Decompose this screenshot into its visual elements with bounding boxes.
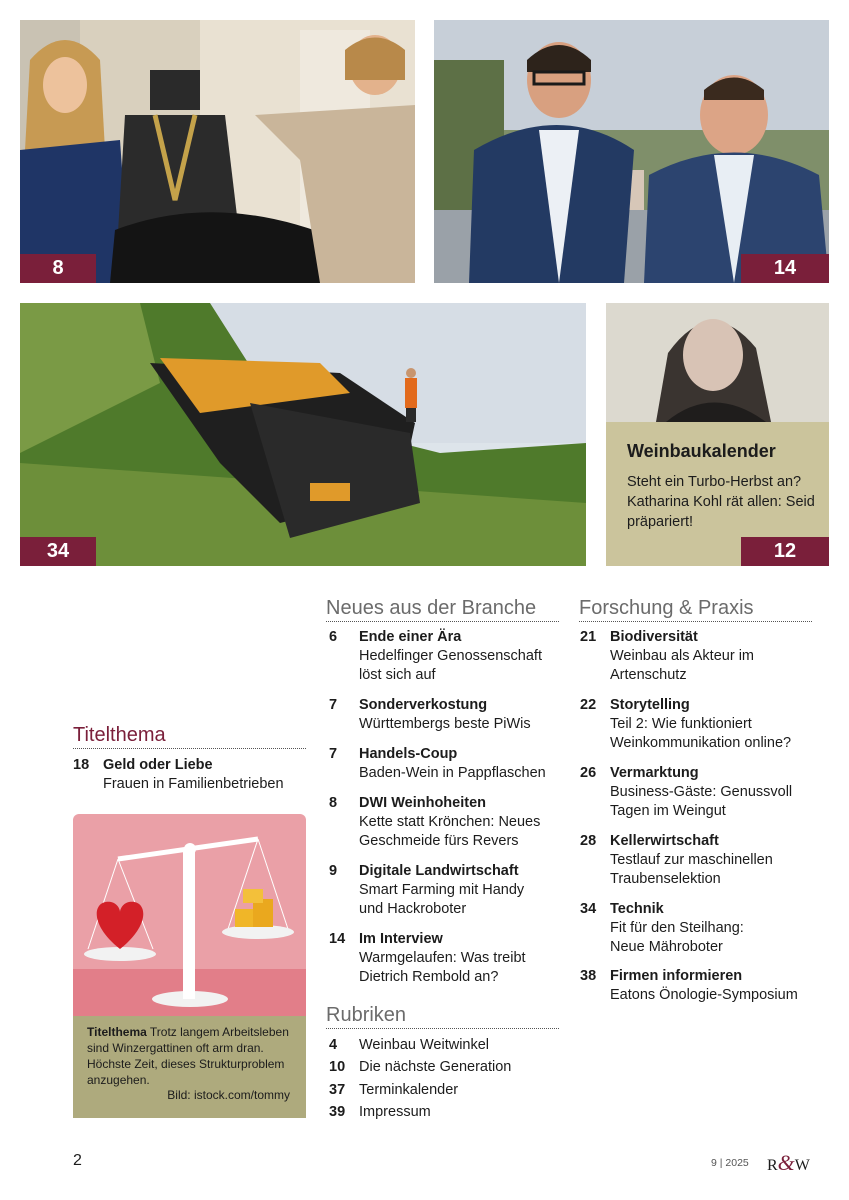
toc-page-number: 6	[329, 629, 338, 645]
toc-page-number: 38	[580, 968, 597, 984]
toc-entry[interactable]	[580, 764, 820, 819]
toc-page-number: 26	[580, 765, 597, 781]
page-number: 2	[73, 1152, 82, 1169]
toc-subtitle: Teil 2: Wie funktioniert Weinkommunikation online?	[610, 716, 792, 751]
toc-title: Im Interview	[359, 931, 443, 947]
toc-entry[interactable]	[329, 628, 569, 683]
toc-title: Biodiversität	[610, 629, 698, 645]
rubriken-heading: Rubriken	[326, 1004, 559, 1029]
rubriken-entry[interactable]	[329, 1036, 559, 1056]
toc-page-number: 9	[329, 863, 338, 879]
kalender-title: Weinbaukalender	[627, 441, 776, 461]
page-badge-14: 14	[741, 254, 829, 283]
cover-caption	[87, 1024, 297, 1088]
toc-entry[interactable]	[580, 900, 820, 955]
cover-caption-label: Titelthema	[87, 1025, 147, 1039]
toc-title: Handels-Coup	[359, 746, 458, 762]
rubriken-entry[interactable]	[329, 1103, 559, 1123]
toc-page-number: 21	[580, 629, 597, 645]
toc-title: Geld oder Liebe	[103, 757, 213, 773]
toc-title: Sonderverkostung	[359, 697, 488, 713]
page-badge-12: 12	[741, 537, 829, 566]
toc-subtitle: Kette statt Krönchen: Neues Geschmeide fürs Revers	[359, 814, 541, 849]
toc-entry[interactable]	[580, 832, 820, 887]
toc-subtitle: Baden-Wein in Pappflaschen	[359, 765, 546, 781]
toc-page-number: 28	[580, 833, 597, 849]
magazine-logo	[767, 1150, 810, 1176]
toc-entry[interactable]	[329, 930, 569, 985]
toc-title: Kellerwirtschaft	[610, 833, 719, 849]
titelthema-entry[interactable]	[73, 756, 306, 796]
toc-subtitle: Hedelfinger Genossenschaft löst sich auf	[359, 648, 542, 683]
toc-page-number: 14	[329, 931, 346, 947]
toc-title: Technik	[610, 901, 664, 917]
toc-page-number: 39	[329, 1104, 346, 1120]
toc-entry[interactable]	[580, 696, 820, 751]
toc-subtitle: Fit für den Steilhang: Neue Mähroboter	[610, 920, 744, 955]
toc-subtitle: Testlauf zur maschinellen Traubenselektion	[610, 852, 773, 887]
issue-number: 9 | 2025	[711, 1157, 749, 1169]
toc-subtitle: Württembergs beste PiWis	[359, 716, 531, 732]
toc-page-number: 22	[580, 697, 597, 713]
toc-title: Firmen informieren	[610, 968, 743, 984]
toc-page-number: 4	[329, 1037, 338, 1053]
cover-caption-body: Trotz langem Arbeitsleben sind Winzergattinen oft arm dran. Höchste Zeit, dieses Strukturproblem anzugehen.	[87, 1025, 289, 1087]
logo-ampersand: &	[777, 1150, 795, 1175]
forschung-heading: Forschung & Praxis	[579, 597, 812, 622]
photo-wine-queen	[20, 20, 415, 283]
toc-title: Die nächste Generation	[359, 1059, 512, 1075]
toc-subtitle: Business-Gäste: Genussvoll Tagen im Weingut	[610, 784, 793, 819]
toc-page-number: 37	[329, 1082, 346, 1098]
toc-title: Vermarktung	[610, 765, 699, 781]
toc-entry[interactable]	[329, 794, 569, 849]
toc-page-number: 34	[580, 901, 597, 917]
toc-entry[interactable]	[329, 862, 569, 917]
toc-title: DWI Weinhoheiten	[359, 795, 487, 811]
toc-entry[interactable]	[329, 745, 569, 785]
titelthema-heading: Titelthema	[73, 724, 306, 749]
rubriken-entry[interactable]	[329, 1081, 559, 1101]
toc-title: Storytelling	[610, 697, 690, 713]
toc-entry[interactable]	[580, 967, 820, 1007]
photo-katharina-kohl	[606, 303, 829, 422]
toc-page-number: 18	[73, 757, 90, 773]
toc-page-number: 10	[329, 1059, 346, 1075]
page-badge-34: 34	[20, 537, 96, 566]
logo-left: R	[767, 1157, 778, 1174]
page-badge-8: 8	[20, 254, 96, 283]
toc-subtitle: Smart Farming mit Handy und Hackroboter	[359, 882, 525, 917]
photo-mowing-robot	[20, 303, 586, 566]
toc-page-number: 7	[329, 746, 338, 762]
toc-page-number: 7	[329, 697, 338, 713]
toc-page-number: 8	[329, 795, 338, 811]
toc-subtitle: Frauen in Familienbetrieben	[103, 776, 284, 792]
toc-title: Terminkalender	[359, 1082, 459, 1098]
toc-entry[interactable]	[329, 696, 569, 736]
branche-heading: Neues aus der Branche	[326, 597, 559, 622]
kalender-text: Steht ein Turbo-Herbst an? Katharina Kohl rät allen: Seid präpariert!	[627, 474, 815, 530]
toc-subtitle: Warmgelaufen: Was treibt Dietrich Rembold an?	[359, 950, 526, 985]
toc-entry[interactable]	[580, 628, 820, 683]
logo-right: W	[794, 1157, 810, 1174]
toc-subtitle: Weinbau als Akteur im Artenschutz	[610, 648, 754, 683]
cover-credit: Bild: istock.com/tommy	[167, 1088, 290, 1102]
photo-interview	[434, 20, 829, 283]
toc-title: Digitale Landwirtschaft	[359, 863, 519, 879]
rubriken-entry[interactable]	[329, 1058, 559, 1078]
toc-title: Weinbau Weitwinkel	[359, 1037, 490, 1053]
toc-title: Ende einer Ära	[359, 629, 462, 645]
toc-subtitle: Eatons Önologie-Symposium	[610, 987, 798, 1003]
toc-title: Impressum	[359, 1104, 431, 1120]
